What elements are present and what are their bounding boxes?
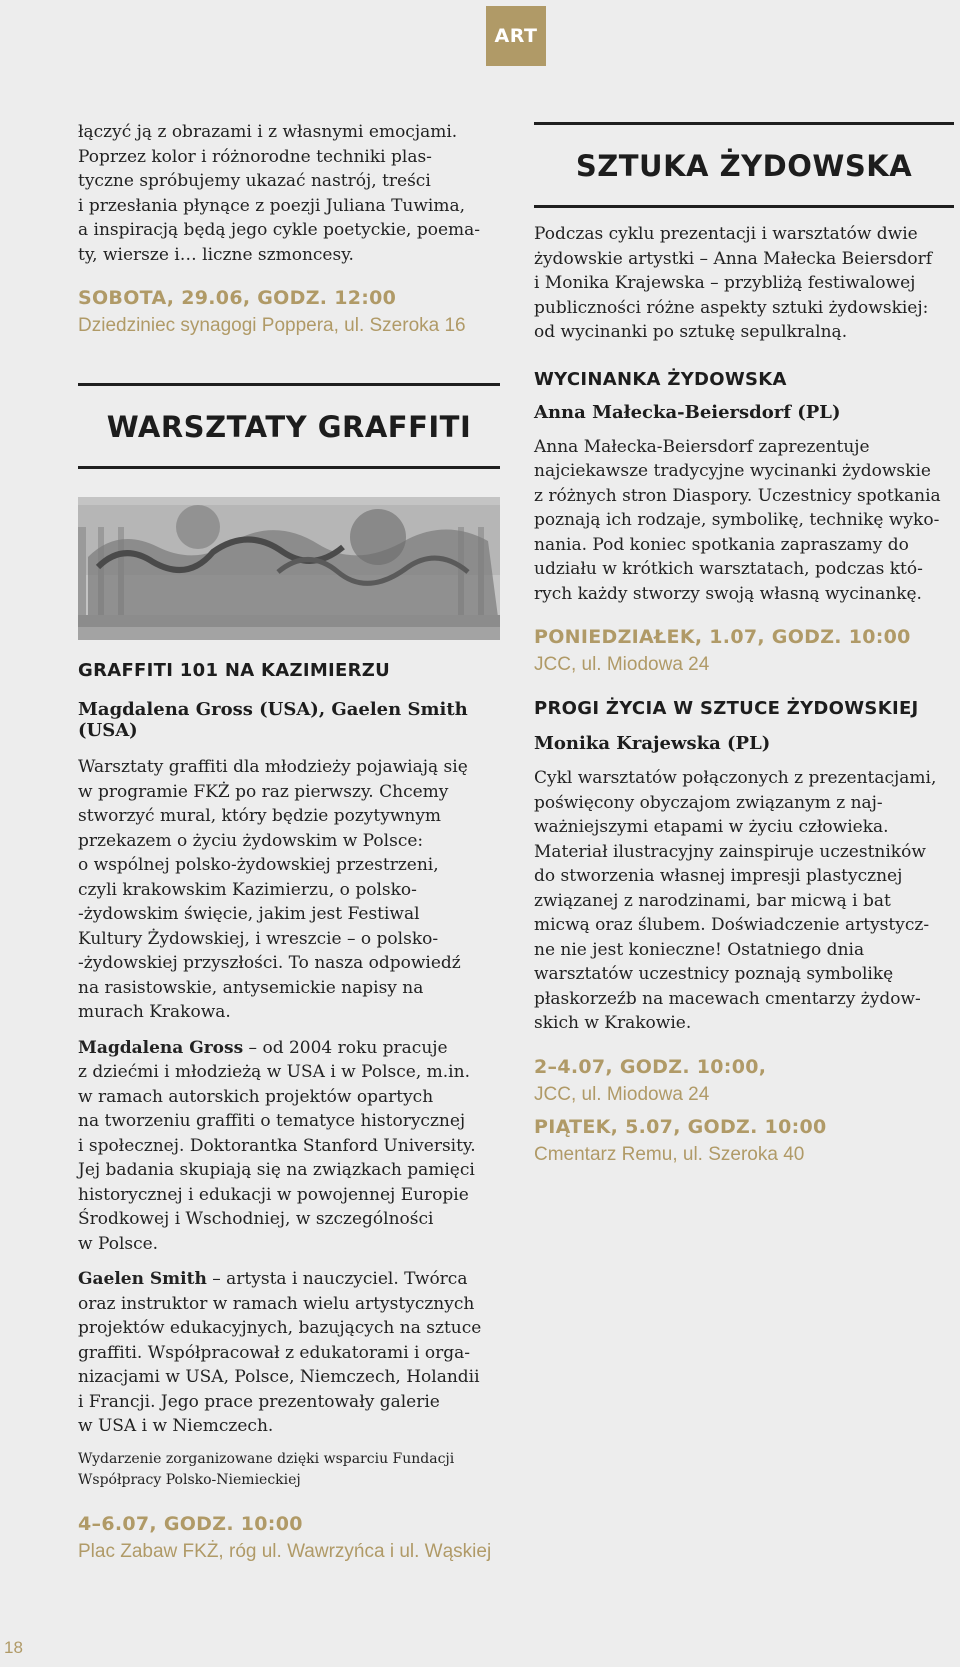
workshop-authors: Magdalena Gross (USA), Gaelen Smith (USA) (78, 699, 468, 741)
text-line: na rasistowskie, antysemickie napisy na (78, 977, 424, 998)
bio-name: Magdalena Gross (78, 1037, 244, 1058)
section-rule (78, 466, 500, 469)
text-line: Anna Małecka-Beiersdorf zaprezentuje (534, 436, 870, 457)
text-line: czyli krakowskim Kazimierzu, o polsko- (78, 879, 417, 900)
text-line: projektów edukacyjnych, bazujących na sztuce (78, 1318, 482, 1338)
text-line (78, 1267, 500, 1292)
workshop-description (534, 435, 954, 607)
text-line: publiczności różne aspekty sztuki żydowskiej: (534, 297, 929, 318)
text-line: płaskorzeźb na macewach cmentarzy żydow- (534, 988, 921, 1009)
text-line: łączyć ją z obrazami i z własnymi emocjami. (78, 122, 458, 142)
workshop-description (534, 766, 954, 1036)
text-line: nizacjami w USA, Polsce, Niemczech, Holandii (78, 1367, 480, 1387)
text-line: Poprzez kolor i różnorodne techniki plas- (78, 146, 432, 167)
text-line: w programie FKŻ po raz pierwszy. Chcemy (78, 781, 449, 802)
event-date: PIĄTEK, 5.07, GODZ. 10:00 (534, 1115, 827, 1138)
workshop-title: WYCINANKA ŻYDOWSKA (534, 368, 787, 390)
text-line: i Monika Krajewska – przybliżą festiwalowej (534, 273, 916, 293)
event-date: PONIEDZIAŁEK, 1.07, GODZ. 10:00 (534, 626, 911, 648)
sponsor-note (78, 1449, 500, 1491)
text-line: Jej badania skupiają się na związkach pamięci (78, 1160, 475, 1180)
text-line: nania. Pod koniec spotkania zapraszamy do (534, 534, 909, 555)
text-line: poświęcony obyczajom związanym z naj- (534, 792, 883, 813)
left-column (78, 120, 500, 469)
intro-paragraph (78, 120, 500, 267)
text-line: rych każdy stworzy swoją własną wycinankę. (534, 583, 922, 604)
text-line: i Francji. Jego prace prezentowały galerie (78, 1391, 440, 1412)
text-line: Wydarzenie zorganizowane dzięki wsparciu Fundacji (78, 1450, 455, 1467)
section-title: WARSZTATY GRAFFITI (106, 410, 472, 444)
text-line: przekazem o życiu żydowskim w Polsce: (78, 830, 424, 851)
text-line: żydowskie artystki – Anna Małecka Beiersdorf (534, 248, 933, 269)
text-line: o wspólnej polsko-żydowskiej przestrzeni, (78, 855, 439, 875)
right-column (534, 120, 954, 1166)
text-line: graffiti. Współpracował z edukatorami i orga- (78, 1342, 471, 1363)
text-line: historycznej i edukacji w powojennej Europie (78, 1184, 469, 1205)
workshop-title: PROGI ŻYCIA W SZTUCE ŻYDOWSKIEJ (534, 698, 919, 719)
text-line: Współpracy Polsko-Niemieckiej (78, 1471, 301, 1488)
section-rule (534, 205, 954, 208)
text-line: poznają ich rodzaje, symbolikę, technikę wyko- (534, 510, 940, 530)
section-title: SZTUKA ŻYDOWSKA (575, 149, 913, 183)
text-line: skich w Krakowie. (534, 1013, 692, 1033)
text-line: i społecznej. Doktorantka Stanford University. (78, 1135, 476, 1156)
event-location: Plac Zabaw FKŻ, róg ul. Wawrzyńca i ul. Wąskiej (78, 1540, 492, 1562)
text-line: udziału w krótkich warsztatach, podczas któ- (534, 559, 923, 579)
bio-text: – artysta i nauczyciel. Twórca (206, 1269, 468, 1289)
bio-gaelen-smith (78, 1267, 500, 1439)
text-line: Środkowej i Wschodniej, w szczególności (78, 1209, 434, 1229)
section-tab: ART (486, 6, 546, 66)
bio-name: Gaelen Smith (78, 1269, 207, 1289)
text-line: w Polsce. (78, 1233, 159, 1254)
event-location: Dziedziniec synagogi Poppera, ul. Szeroka 16 (78, 315, 466, 336)
page-number: 18 (4, 1638, 23, 1657)
text-line: -żydowskiej przyszłości. To nasza odpowiedź (78, 953, 461, 973)
text-line: murach Krakowa. (78, 1002, 231, 1022)
event-date: 2–4.07, GODZ. 10:00, (534, 1055, 767, 1078)
intro-paragraph (534, 222, 954, 345)
text-line: i przesłania płynące z poezji Juliana Tuwima, (78, 195, 466, 216)
event-date: 4–6.07, GODZ. 10:00 (78, 1512, 303, 1535)
text-line: związanej z narodzinami, bar micwą i bat (534, 890, 891, 911)
text-line: -żydowskim święcie, jakim jest Festiwal (78, 904, 420, 924)
graffiti-photo (78, 497, 500, 640)
text-line: do stworzenia własnej impresji plastycznej (534, 866, 903, 886)
text-line: ne nie jest konieczne! Ostatniego dnia (534, 939, 865, 960)
text-line: stworzyć mural, który będzie pozytywnym (78, 806, 442, 826)
text-line: na tworzeniu graffiti o tematyce historycznej (78, 1111, 466, 1131)
text-line: oraz instruktor w ramach wielu artystycznych (78, 1293, 475, 1314)
section-rule (534, 122, 954, 125)
text-line: a inspiracją będą jego cykle poetyckie, poema- (78, 220, 481, 240)
workshop-authors: Anna Małecka-Beiersdorf (PL) (534, 401, 841, 423)
event-location: JCC, ul. Miodowa 24 (534, 1083, 710, 1105)
text-line: w ramach autorskich projektów opartych (78, 1086, 434, 1107)
text-line: tyczne spróbujemy ukazać nastrój, treści (78, 171, 431, 191)
event-location: Cmentarz Remu, ul. Szeroka 40 (534, 1143, 805, 1165)
text-line: ważniejszymi etapami w życiu człowieka. (534, 817, 889, 837)
text-line: z dziećmi i młodzieżą w USA i w Polsce, m.in. (78, 1062, 470, 1082)
text-line: w USA i w Niemczech. (78, 1416, 274, 1436)
workshop-authors: Monika Krajewska (PL) (534, 733, 771, 754)
text-line (78, 1036, 500, 1061)
workshop-title: GRAFFITI 101 NA KAZIMIERZU (78, 660, 391, 681)
event-date: SOBOTA, 29.06, GODZ. 12:00 (78, 287, 397, 309)
text-line: z różnych stron Diaspory. Uczestnicy spotkania (534, 485, 941, 506)
graffiti-workshop (78, 660, 500, 1563)
text-line: Warsztaty graffiti dla młodzieży pojawiają się (78, 757, 468, 777)
text-line: warsztatów uczestnicy poznają symbolikę (534, 964, 894, 984)
event-location: JCC, ul. Miodowa 24 (534, 654, 710, 675)
text-line: Cykl warsztatów połączonych z prezentacjami, (534, 768, 937, 788)
text-line: micwą oraz ślubem. Doświadczenie artystycz- (534, 915, 930, 935)
section-rule (78, 383, 500, 386)
graffiti-wall-image (78, 497, 500, 640)
text-line: Materiał ilustracyjny zainspiruje uczestników (534, 841, 926, 862)
text-line: Kultury Żydowskiej, i wreszcie – o polsko- (78, 928, 439, 949)
bio-text: – od 2004 roku pracuje (243, 1037, 448, 1058)
text-line: od wycinanki po sztukę sepulkralną. (534, 322, 848, 342)
bio-magdalena-gross (78, 1036, 500, 1257)
text-line: Podczas cyklu prezentacji i warsztatów dwie (534, 224, 918, 244)
workshop-description (78, 755, 500, 1025)
text-line: najciekawsze tradycyjne wycinanki żydowskie (534, 461, 931, 481)
text-line: ty, wiersze i… liczne szmoncesy. (78, 244, 354, 265)
